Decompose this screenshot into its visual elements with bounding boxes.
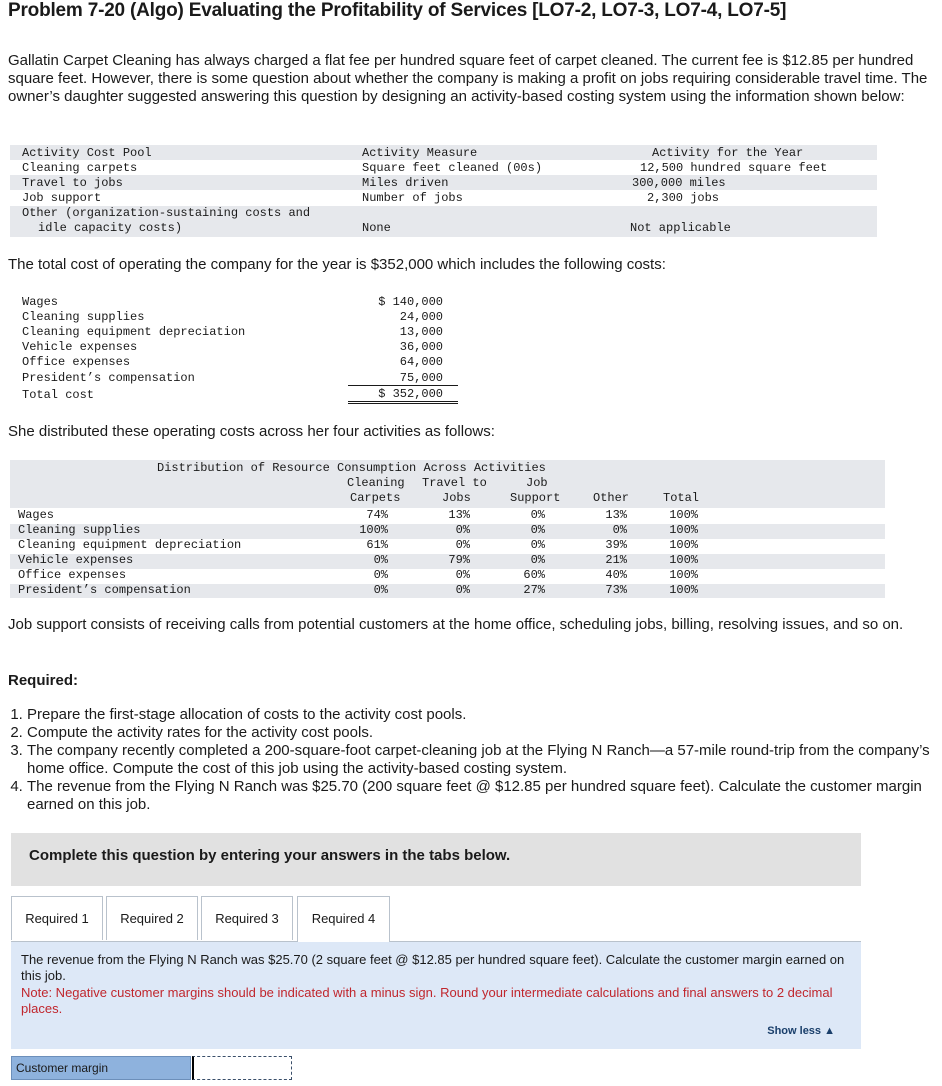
cost-value: 24,000 bbox=[399, 310, 443, 324]
dist-cell: 0% bbox=[373, 553, 388, 567]
dist-cell: 0% bbox=[530, 538, 545, 552]
dist-row-label: Wages bbox=[18, 508, 55, 522]
complete-banner bbox=[11, 833, 861, 886]
dist-cell: 0% bbox=[455, 538, 470, 552]
distribution-table bbox=[10, 460, 885, 598]
dist-cell: 60% bbox=[523, 568, 545, 582]
measure-job-support: Number of jobs bbox=[362, 191, 463, 205]
subtotal-rule bbox=[348, 385, 458, 386]
header-activity-measure: Activity Measure bbox=[362, 146, 478, 160]
cost-value: 13,000 bbox=[399, 325, 443, 339]
col-head-total: Total bbox=[663, 491, 700, 505]
total-rule-bottom bbox=[348, 403, 458, 404]
show-less-link[interactable]: Show less ▲ bbox=[767, 1025, 835, 1037]
dist-cell: 0% bbox=[530, 553, 545, 567]
dist-cell: 21% bbox=[605, 553, 627, 567]
dist-cell: 100% bbox=[669, 553, 698, 567]
activity-travel-to-jobs: 300,000 miles bbox=[632, 176, 726, 190]
requirements-list bbox=[8, 706, 937, 814]
total-rule-top bbox=[348, 401, 458, 402]
header-activity-for-year: Activity for the Year bbox=[652, 146, 804, 160]
dist-cell: 13% bbox=[605, 508, 627, 522]
question-panel bbox=[11, 941, 861, 1049]
col-head-top-cleaning: Cleaning bbox=[347, 476, 405, 490]
dist-cell: 27% bbox=[523, 583, 545, 597]
page-title: Problem 7-20 (Algo) Evaluating the Profitability of Services [LO7-2, LO7-3, LO7-4, LO7-5] bbox=[8, 0, 787, 21]
activity-cleaning-carpets: 12,500 hundred square feet bbox=[640, 161, 828, 175]
cost-label: Vehicle expenses bbox=[22, 340, 138, 354]
dist-cell: 79% bbox=[448, 553, 470, 567]
requirement-item: 4. The revenue from the Flying N Ranch was $25.70 (200 square feet @ $12.85 per hundred square feet). Calculate the customer margin earned on this job. bbox=[27, 778, 937, 814]
col-head-top-job: Job bbox=[526, 476, 548, 490]
requirement-item: 1. Prepare the first-stage allocation of costs to the activity cost pools. bbox=[27, 706, 937, 724]
dist-row-label: Cleaning equipment depreciation bbox=[18, 538, 242, 552]
pool-cleaning-carpets: Cleaning carpets bbox=[22, 161, 138, 175]
dist-cell: 0% bbox=[373, 568, 388, 582]
total-cost-text: The total cost of operating the company for the year is $352,000 which includes the following costs: bbox=[8, 256, 666, 273]
measure-cleaning-carpets: Square feet cleaned (00s) bbox=[362, 161, 543, 175]
header-activity-cost-pool: Activity Cost Pool bbox=[22, 146, 152, 160]
panel-note: Note: Negative customer margins should be indicated with a minus sign. Round your intermediate calculations and final answers to 2 decimal places. bbox=[21, 985, 833, 1016]
operating-cost-table bbox=[10, 292, 470, 402]
cost-label: Cleaning equipment depreciation bbox=[22, 325, 246, 339]
dist-cell: 39% bbox=[605, 538, 627, 552]
dist-row-label: Cleaning supplies bbox=[18, 523, 141, 537]
cost-label: Office expenses bbox=[22, 355, 131, 369]
tab-required-1[interactable]: Required 1 bbox=[11, 896, 103, 940]
col-head-top-travel: Travel to bbox=[422, 476, 487, 490]
requirement-item: 3. The company recently completed a 200-square-foot carpet-cleaning job at the Flying N Ranch—a 57-mile round-trip from the company’s home office. Compute the cost of this job using the activity-based costing system. bbox=[27, 742, 937, 778]
cost-value: $ 140,000 bbox=[378, 295, 443, 309]
tab-required-3[interactable]: Required 3 bbox=[201, 896, 293, 940]
complete-banner-text: Complete this question by entering your answers in the tabs below. bbox=[29, 847, 511, 864]
dist-cell: 0% bbox=[455, 583, 470, 597]
col-head-carpets: Carpets bbox=[350, 491, 401, 505]
total-cost-value: $ 352,000 bbox=[378, 387, 443, 401]
dist-cell: 100% bbox=[669, 583, 698, 597]
tab-required-2[interactable]: Required 2 bbox=[106, 896, 198, 940]
pool-other-line2: idle capacity costs) bbox=[38, 221, 183, 235]
pool-travel-to-jobs: Travel to jobs bbox=[22, 176, 123, 190]
dist-cell: 0% bbox=[530, 523, 545, 537]
tab-required-4[interactable]: Required 4 bbox=[297, 896, 390, 942]
dist-cell: 100% bbox=[359, 523, 388, 537]
dist-cell: 13% bbox=[448, 508, 470, 522]
cost-value: 75,000 bbox=[399, 371, 443, 385]
dist-cell: 74% bbox=[366, 508, 388, 522]
dist-cell: 73% bbox=[605, 583, 627, 597]
intro-paragraph: Gallatin Carpet Cleaning has always charged a flat fee per hundred square feet of carpet cleaned. The current fee is $12.85 per hundred square feet. However, there is some question about whether the company is making a profit on jobs requiring considerable travel time. The owner’s daughter suggested answering this question by designing an activity-based costing system using the information shown below: bbox=[8, 52, 928, 105]
dist-row-label: President’s compensation bbox=[18, 583, 191, 597]
pool-job-support: Job support bbox=[22, 191, 102, 205]
cost-label: Wages bbox=[22, 295, 59, 309]
measure-travel-to-jobs: Miles driven bbox=[362, 176, 449, 190]
cost-label: President’s compensation bbox=[22, 371, 195, 385]
dist-cell: 40% bbox=[605, 568, 627, 582]
dist-row-label: Vehicle expenses bbox=[18, 553, 134, 567]
dist-cell: 0% bbox=[612, 523, 627, 537]
activity-job-support: 2,300 jobs bbox=[647, 191, 720, 205]
cost-value: 64,000 bbox=[399, 355, 443, 369]
activity-cost-pool-table bbox=[10, 145, 877, 237]
dist-cell: 0% bbox=[455, 523, 470, 537]
dist-cell: 100% bbox=[669, 538, 698, 552]
col-head-other: Other bbox=[593, 491, 630, 505]
cost-value: 36,000 bbox=[399, 340, 443, 354]
job-support-text: Job support consists of receiving calls from potential customers at the home office, scheduling jobs, billing, resolving issues, and so on. bbox=[8, 616, 904, 633]
dist-row-label: Office expenses bbox=[18, 568, 127, 582]
pool-other-line1: Other (organization-sustaining costs and bbox=[22, 206, 311, 220]
dist-cell: 0% bbox=[530, 508, 545, 522]
dist-cell: 61% bbox=[366, 538, 388, 552]
requirement-item: 2. Compute the activity rates for the activity cost pools. bbox=[27, 724, 937, 742]
distribution-title: Distribution of Resource Consumption Across Activities bbox=[157, 461, 546, 475]
cost-label: Cleaning supplies bbox=[22, 310, 145, 324]
customer-margin-label: Customer margin bbox=[11, 1056, 191, 1080]
customer-margin-input[interactable] bbox=[192, 1056, 292, 1080]
dist-cell: 100% bbox=[669, 508, 698, 522]
col-head-support: Support bbox=[510, 491, 561, 505]
dist-cell: 0% bbox=[373, 583, 388, 597]
required-heading: Required: bbox=[8, 672, 79, 689]
total-cost-label: Total cost bbox=[22, 388, 95, 402]
panel-question: The revenue from the Flying N Ranch was $25.70 (2 square feet @ $12.85 per hundred square feet). Calculate the customer margin earned on this job. bbox=[21, 952, 845, 983]
distributed-text: She distributed these operating costs across her four activities as follows: bbox=[8, 423, 495, 440]
dist-cell: 100% bbox=[669, 568, 698, 582]
activity-other: Not applicable bbox=[630, 221, 731, 235]
dist-cell: 0% bbox=[455, 568, 470, 582]
dist-cell: 100% bbox=[669, 523, 698, 537]
measure-other: None bbox=[362, 221, 391, 235]
col-head-jobs: Jobs bbox=[442, 491, 471, 505]
